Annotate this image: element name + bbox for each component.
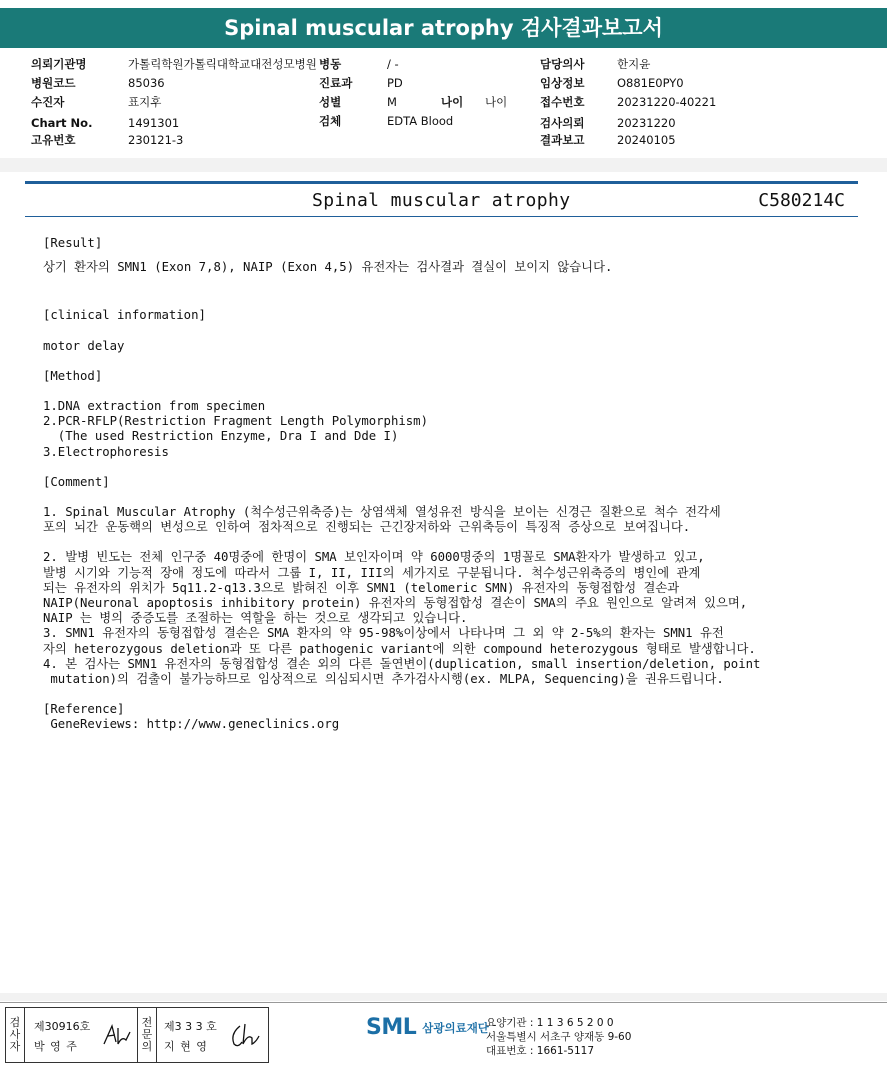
comment-line: NAIP(Neuronal apoptosis inhibitory protein) 유전자의 동형접합성 결손이 SMA의 주요 원인으로 알려져 있으며, [43,596,748,611]
request-date-label: 검사의뢰 [540,116,585,130]
sex-label: 성별 [319,95,342,109]
comment-line: 자의 heterozygous deletion과 또 다른 pathogenic variant에 의한 compound heterozygous 형태로 발생합니다. [43,641,756,656]
department-value: PD [387,76,403,90]
result-text: 상기 환자의 SMN1 (Exon 7,8), NAIP (Exon 4,5) 유전자는 검사결과 결실이 보이지 않습니다. [43,260,613,275]
department-label: 진료과 [319,76,353,90]
report-code: C580214C [758,190,845,211]
doctor-label: 담당의사 [540,57,585,71]
footer-separator [0,993,887,1001]
examiner-license: 제30916호 [34,1020,91,1033]
chart-value: 1491301 [128,116,180,130]
unique-label: 고유번호 [31,133,76,147]
comment-line: 4. 본 검사는 SMN1 유전자의 동형접합성 결손 외의 다른 돌연변이(duplication, small insertion/deletion, point [43,656,761,671]
sex-value: M [387,95,397,109]
comment-line: 2. 발병 빈도는 전체 인구중 40명중에 한명이 SMA 보인자이며 약 6000명중의 1명꼴로 SMA환자가 발생하고 있고, [43,550,705,565]
comment-line: 포의 뇌간 운동핵의 변성으로 인하여 점차적으로 진행되는 근긴장저하와 근위축등이 특징적 증상으로 보여집니다. [43,520,691,535]
lab-address: 서울특별시 서초구 양재동 9-60 [486,1031,632,1043]
report-bottom-rule [25,216,858,217]
reviewer-license: 제3 3 3 호 [164,1020,217,1033]
reviewer-label: 전 문 의 [137,1008,157,1062]
specimen-label: 검체 [319,114,342,128]
report-date-value: 20240105 [617,133,676,147]
lab-address-block [486,1016,631,1058]
institution-value: 가톨릭학원가톨릭대학교대전성모병원 [128,57,317,71]
comment-line: 되는 유전자의 위치가 5q11.2-q13.3으로 밝혀진 이후 SMN1 (telomeric SMN) 유전자의 동형접합성 결손과 [43,580,680,595]
specimen-value: EDTA Blood [387,114,454,128]
lab-org-name: 삼광의료재단 [422,1020,489,1035]
comment-line: 3. SMN1 유전자의 동형접합성 결손은 SMA 환자의 약 95-98%이상에서 나타나며 그 외 약 2-5%의 환자는 SMN1 유전 [43,626,724,641]
footer-rule [0,1002,887,1003]
hospital-code-value: 85036 [128,76,165,90]
hospital-code-label: 병원코드 [31,76,76,90]
method-heading: [Method] [43,368,103,383]
institution-label: 의뢰기관명 [31,57,87,71]
report-title: Spinal muscular atrophy [312,190,571,211]
report-body [43,236,853,733]
report-header-title: Spinal muscular atrophy 검사결과보고서 [0,8,887,48]
patient-value: 표지후 [128,95,162,109]
chart-label: Chart No. [31,116,93,130]
examiner-name: 박 영 주 [34,1040,78,1053]
reception-value: 20231220-40221 [617,95,717,109]
clinical-info-label: 임상정보 [540,76,585,90]
report-top-rule [25,181,858,184]
ward-value: / - [387,57,399,71]
reviewer-name: 지 현 영 [164,1040,208,1053]
reception-label: 접수번호 [540,95,585,109]
method-item: 3.Electrophoresis [43,444,169,459]
comment-line: 발병 시기와 기능적 장애 정도에 따라서 그룹 I, II, III의 세가지로 구분됩니다. 척수성근위축증의 병인에 관계 [43,565,701,580]
lab-code: 요양기관 : 1 1 3 6 5 2 0 0 [486,1017,614,1029]
clinical-text: motor delay [43,338,125,353]
comment-line: NAIP 는 병의 중증도를 조절하는 역할을 하는 것으로 생각되고 있습니다. [43,611,468,626]
method-item: 1.DNA extraction from specimen [43,399,266,414]
reference-text: GeneReviews: http://www.geneclinics.org [43,717,340,732]
doctor-value: 한지윤 [617,57,651,71]
clinical-info-value: O881E0PY0 [617,76,684,90]
lab-phone: 대표번호 : 1661-5117 [486,1045,595,1057]
examiner-signature [101,1022,135,1048]
result-heading: [Result] [43,236,103,250]
patient-label: 수진자 [31,95,65,109]
examiner-label: 검 사 자 [6,1008,25,1062]
report-date-label: 결과보고 [540,133,585,147]
sml-logo-mark: SML [366,1015,417,1040]
comment-heading: [Comment] [43,474,110,489]
reviewer-signature [228,1020,262,1050]
clinical-heading: [clinical information] [43,308,206,323]
age-value: 나이 [485,95,508,109]
ward-label: 병동 [319,57,342,71]
request-date-value: 20231220 [617,116,676,130]
patient-info-block [0,54,887,154]
method-item: 2.PCR-RFLP(Restriction Fragment Length Polymorphism) [43,414,428,429]
header-separator [0,158,887,172]
method-item: (The used Restriction Enzyme, Dra I and Dde I) [43,429,399,444]
signature-box [5,1007,269,1063]
comment-line: 1. Spinal Muscular Atrophy (척수성근위축증)는 상염색체 열성유전 방식을 보이는 신경근 질환으로 척수 전각세 [43,505,721,520]
comment-line: mutation)의 검출이 불가능하므로 임상적으로 의심되시면 추가검사시행(ex. MLPA, Sequencing)을 권유드립니다. [43,672,724,687]
unique-value: 230121-3 [128,133,184,147]
age-label: 나이 [441,95,464,109]
lab-logo [366,1015,489,1040]
reference-heading: [Reference] [43,702,125,717]
